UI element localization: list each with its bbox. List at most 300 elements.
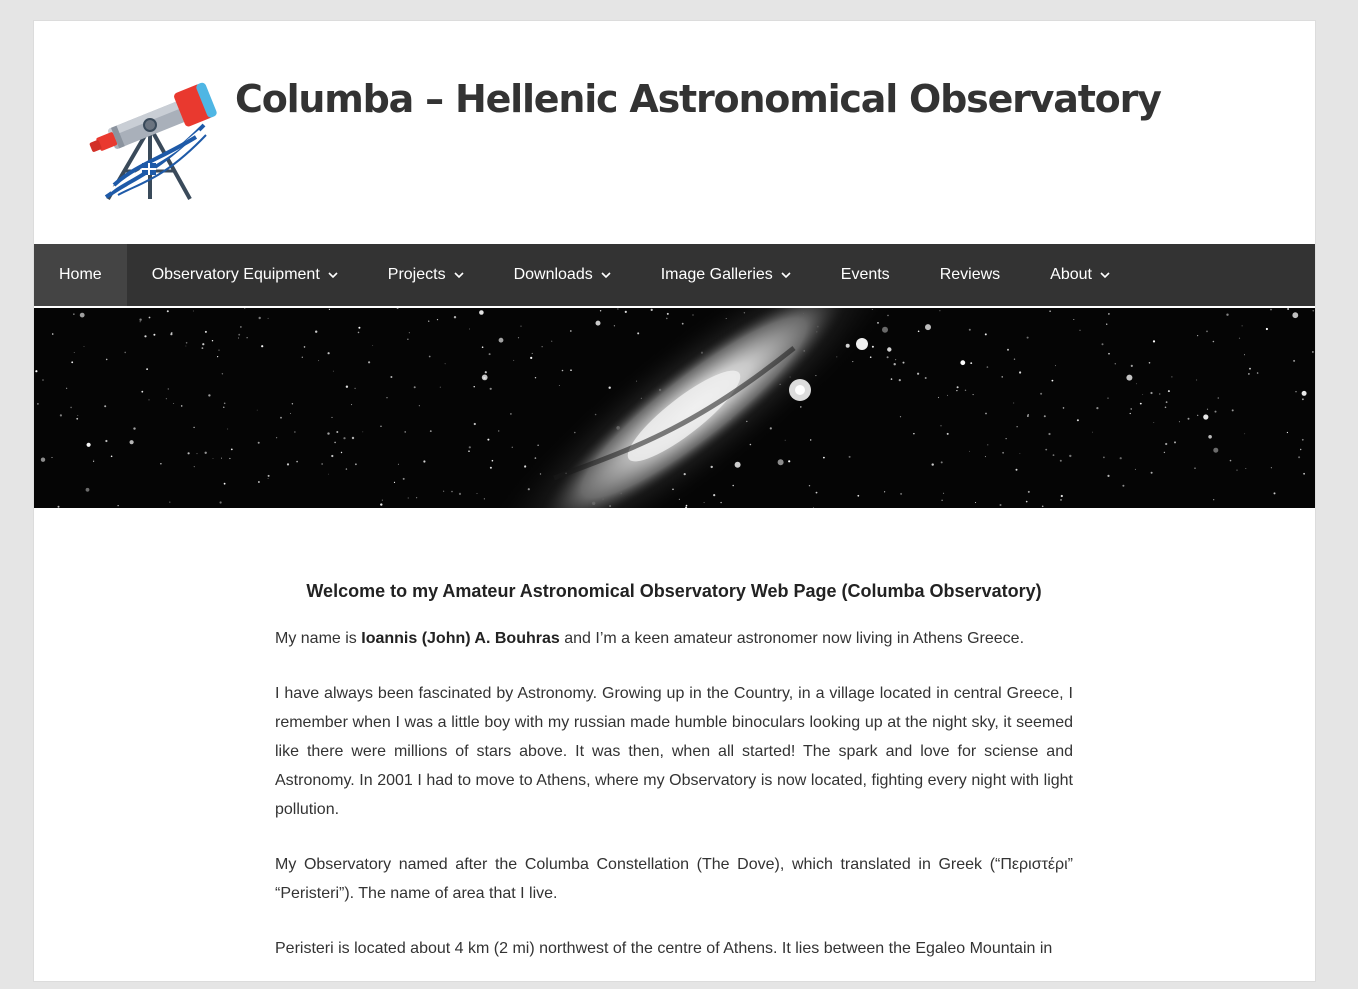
star — [41, 458, 45, 462]
star — [1017, 426, 1018, 427]
star — [870, 356, 872, 358]
star — [168, 388, 169, 389]
star — [258, 442, 260, 444]
star — [941, 500, 942, 501]
star — [1055, 365, 1056, 366]
star — [219, 350, 220, 351]
star — [133, 427, 135, 429]
star — [73, 314, 74, 315]
star — [1000, 504, 1002, 506]
star — [149, 317, 151, 319]
star — [872, 346, 874, 348]
star — [617, 308, 618, 309]
star — [1106, 324, 1107, 325]
star — [205, 452, 207, 454]
star — [74, 352, 75, 353]
star — [414, 386, 416, 388]
star — [105, 440, 107, 442]
star — [160, 463, 161, 464]
star — [484, 498, 485, 499]
star — [304, 346, 306, 348]
main-navigation — [34, 244, 1315, 306]
star — [276, 437, 277, 438]
star — [181, 405, 183, 407]
star — [52, 457, 53, 458]
star — [625, 311, 627, 313]
nav-item-reviews[interactable] — [915, 244, 1025, 306]
star — [570, 330, 572, 332]
star — [1218, 397, 1220, 399]
star — [499, 338, 504, 343]
star — [474, 423, 476, 425]
star — [666, 318, 668, 320]
star — [408, 498, 409, 499]
star — [925, 324, 931, 330]
star — [443, 491, 444, 492]
star — [693, 315, 694, 316]
star — [512, 447, 513, 448]
star — [294, 431, 295, 432]
star — [231, 449, 233, 451]
star — [1049, 311, 1050, 312]
star — [217, 356, 218, 357]
star — [1236, 470, 1237, 471]
star — [1045, 449, 1047, 451]
star — [1266, 328, 1268, 330]
star — [1164, 452, 1165, 453]
star — [290, 413, 291, 414]
star — [1151, 472, 1153, 474]
star — [1027, 415, 1029, 417]
star — [268, 475, 270, 477]
star — [965, 390, 966, 391]
star — [513, 360, 514, 361]
star — [268, 318, 269, 319]
star — [1179, 421, 1180, 422]
star — [398, 464, 399, 465]
star — [382, 500, 383, 501]
nav-item-events[interactable] — [816, 244, 915, 306]
star — [268, 478, 269, 479]
star — [1197, 335, 1198, 336]
star — [969, 451, 970, 452]
nav-item-label: Reviews — [939, 266, 1001, 283]
star — [913, 433, 914, 434]
star — [1061, 495, 1063, 497]
star — [947, 433, 949, 435]
star — [1020, 453, 1021, 454]
star — [1044, 415, 1046, 417]
star — [394, 482, 395, 483]
star — [71, 361, 73, 363]
star — [1153, 340, 1155, 342]
star — [223, 407, 224, 408]
star — [302, 357, 303, 358]
star — [1142, 394, 1143, 395]
star — [1131, 408, 1132, 409]
star — [1248, 373, 1250, 375]
star — [1295, 391, 1296, 392]
star — [58, 506, 60, 508]
star — [559, 385, 560, 386]
star — [1016, 469, 1018, 471]
star — [1171, 376, 1172, 377]
nav-item-label: About — [1050, 266, 1092, 283]
star — [257, 410, 258, 411]
star — [202, 347, 204, 349]
star — [37, 403, 39, 405]
star — [882, 327, 888, 333]
star — [205, 331, 207, 333]
star — [939, 310, 940, 311]
star — [518, 337, 519, 338]
star — [188, 452, 190, 454]
star — [1292, 312, 1298, 318]
star — [899, 379, 901, 381]
star — [1107, 475, 1109, 477]
star — [1213, 448, 1218, 453]
site-header — [34, 21, 1315, 244]
star — [895, 359, 896, 360]
star — [943, 493, 944, 494]
star — [1007, 349, 1009, 351]
star — [469, 329, 470, 330]
star — [238, 337, 239, 338]
star — [477, 493, 478, 494]
star — [1027, 337, 1029, 339]
star — [341, 452, 342, 453]
star — [80, 313, 85, 318]
nav-item-home[interactable] — [34, 244, 127, 306]
star — [813, 507, 814, 508]
star — [354, 388, 355, 389]
star — [1092, 432, 1093, 433]
star — [1215, 411, 1217, 413]
star — [328, 352, 330, 354]
star — [810, 439, 811, 440]
star — [153, 334, 155, 336]
star — [975, 502, 976, 503]
star — [372, 345, 373, 346]
star — [140, 321, 141, 322]
star — [1014, 359, 1015, 360]
star — [280, 417, 282, 419]
star — [118, 505, 119, 506]
star — [221, 458, 222, 459]
star — [1140, 403, 1142, 405]
star — [479, 310, 484, 315]
star — [333, 371, 334, 372]
star — [468, 450, 470, 452]
star — [938, 397, 939, 398]
star — [1166, 401, 1168, 403]
star — [346, 386, 348, 388]
history-paragraph: I have always been fascinated by Astronomy. Growing up in the Country, in a village located in central Greece, I remember when I was a little boy with my russian made humble binoculars looking up at the night sky, it seemed like there were millions of stars above. It was then, when all started! The spark and love for sciense and Astronomy. In 2001 I had to move to Athens, where my Observatory is now located, fighting every night with light pollution. — [275, 685, 1073, 818]
star — [482, 375, 488, 381]
nav-item-downloads[interactable] — [489, 244, 636, 306]
chevron-down-icon — [328, 270, 338, 280]
star — [186, 342, 188, 344]
star — [887, 347, 891, 351]
star — [318, 360, 319, 361]
star — [1052, 380, 1054, 382]
star — [498, 430, 499, 431]
star — [985, 333, 987, 335]
star — [957, 386, 959, 388]
star — [960, 360, 965, 365]
text-span: My name is — [275, 630, 362, 647]
star — [1232, 409, 1234, 411]
star — [407, 339, 408, 340]
star — [1120, 457, 1122, 459]
star — [1063, 407, 1065, 409]
star — [141, 391, 143, 393]
star — [1006, 438, 1007, 439]
star — [600, 310, 601, 311]
star — [1102, 343, 1104, 345]
star — [1042, 506, 1044, 508]
star — [903, 362, 905, 364]
star — [87, 443, 91, 447]
star — [1060, 499, 1062, 501]
star — [788, 460, 790, 462]
star — [682, 323, 684, 325]
star — [334, 442, 336, 444]
star — [1203, 414, 1208, 419]
star — [1302, 439, 1304, 441]
star — [416, 497, 417, 498]
chevron-down-icon — [781, 270, 791, 280]
star — [146, 368, 148, 370]
star — [70, 407, 72, 409]
star — [1048, 433, 1050, 435]
star — [1249, 368, 1251, 370]
star — [1150, 392, 1152, 394]
star — [1287, 432, 1288, 433]
telescope-greek-flag-icon[interactable] — [84, 67, 220, 203]
star — [259, 317, 261, 319]
star — [778, 459, 784, 465]
star — [474, 386, 475, 387]
star — [1188, 418, 1190, 420]
star — [451, 491, 453, 493]
star — [637, 332, 639, 334]
star — [985, 413, 987, 415]
star — [809, 485, 810, 486]
star — [386, 397, 387, 398]
star — [1244, 354, 1245, 355]
star — [551, 341, 552, 342]
star — [1270, 309, 1272, 311]
main-content — [275, 581, 1073, 989]
star — [490, 388, 492, 390]
star — [104, 405, 106, 407]
star — [538, 445, 539, 446]
star — [84, 346, 85, 347]
star — [144, 335, 146, 337]
star — [542, 346, 543, 347]
star — [1108, 313, 1110, 315]
star — [93, 461, 94, 462]
star — [287, 463, 289, 465]
nav-item-about[interactable] — [1025, 244, 1135, 306]
star — [336, 431, 338, 433]
star — [1303, 473, 1305, 475]
star — [409, 332, 410, 333]
star — [887, 356, 889, 358]
star — [1077, 419, 1079, 421]
star — [445, 363, 446, 364]
star — [1073, 319, 1074, 320]
star — [816, 492, 818, 494]
star — [261, 345, 263, 347]
star — [985, 456, 986, 457]
star — [1287, 308, 1289, 310]
star — [1244, 433, 1245, 434]
star — [535, 377, 536, 378]
nav-item-label: Downloads — [513, 266, 593, 283]
star — [1213, 499, 1214, 500]
star — [651, 309, 653, 311]
star — [437, 319, 438, 320]
star — [329, 309, 330, 310]
star — [973, 394, 974, 395]
star — [1208, 435, 1212, 439]
star — [1107, 398, 1108, 399]
star — [469, 446, 471, 448]
star — [562, 370, 564, 372]
star — [1131, 365, 1133, 367]
nav-item-image-galleries[interactable] — [636, 244, 816, 306]
nav-item-projects[interactable] — [363, 244, 489, 306]
star — [124, 352, 126, 354]
star — [1122, 485, 1124, 487]
chevron-down-icon — [601, 270, 611, 280]
star — [785, 440, 786, 441]
star — [1136, 383, 1137, 384]
star — [894, 363, 896, 365]
star — [1159, 394, 1160, 395]
star — [358, 332, 360, 334]
intro-paragraph — [275, 624, 1073, 653]
star — [1013, 403, 1014, 404]
star — [956, 390, 957, 391]
star — [932, 463, 934, 465]
star — [1040, 393, 1042, 395]
star — [454, 316, 456, 318]
star — [258, 481, 260, 483]
star — [77, 415, 78, 416]
star — [704, 502, 705, 503]
star — [487, 439, 489, 441]
star — [380, 426, 381, 427]
star — [166, 398, 167, 399]
star — [1245, 468, 1246, 469]
star — [1196, 380, 1197, 381]
star — [1019, 371, 1021, 373]
star — [485, 371, 487, 373]
andromeda-galaxy-image — [34, 308, 1315, 508]
star — [1103, 457, 1105, 459]
star — [315, 331, 317, 333]
star — [941, 461, 943, 463]
star — [1174, 441, 1176, 443]
nav-item-label: Home — [59, 266, 102, 283]
chevron-down-icon — [1100, 270, 1110, 280]
star — [884, 491, 885, 492]
star — [208, 394, 210, 396]
star — [229, 458, 230, 459]
star — [186, 346, 187, 347]
star — [130, 440, 134, 444]
star — [823, 457, 825, 459]
star — [900, 416, 901, 417]
star — [686, 505, 688, 507]
star — [1069, 455, 1071, 457]
star — [713, 494, 715, 496]
star — [1115, 363, 1116, 364]
star — [492, 460, 494, 462]
author-name: Ioannis (John) A. Bouhras — [361, 630, 560, 647]
star — [368, 361, 370, 363]
observatory-name-paragraph: My Observatory named after the Columba Constellation (The Dove), which translated in Greek (“Περιστέρι” “Peristeri”). The name of area that I live. — [275, 856, 1073, 902]
star — [60, 414, 62, 416]
star — [171, 332, 173, 334]
star — [390, 376, 392, 378]
star — [1230, 460, 1232, 462]
star — [1028, 491, 1030, 493]
star — [925, 377, 927, 379]
site-title[interactable]: Columba – Hellenic Astronomical Observatory — [235, 77, 1161, 121]
star — [720, 502, 721, 503]
star — [987, 366, 989, 368]
star — [343, 437, 345, 439]
star — [1302, 391, 1307, 396]
star — [139, 319, 141, 321]
star — [76, 418, 78, 420]
star — [111, 456, 113, 458]
star — [328, 474, 329, 475]
star — [1194, 467, 1196, 469]
star — [917, 373, 919, 375]
star — [900, 493, 902, 495]
star — [106, 359, 108, 361]
star — [193, 311, 194, 312]
star — [530, 357, 532, 359]
welcome-heading: Welcome to my Amateur Astronomical Observatory Web Page (Columba Observatory) — [306, 581, 1042, 601]
star — [167, 310, 169, 312]
star — [1168, 390, 1170, 392]
star — [987, 444, 988, 445]
star — [532, 353, 533, 354]
star — [667, 313, 669, 315]
nav-item-observatory-equipment[interactable] — [127, 244, 363, 306]
star — [202, 343, 204, 345]
star — [596, 321, 601, 326]
star — [1053, 454, 1055, 456]
star — [247, 337, 248, 338]
star — [194, 466, 195, 467]
nav-item-label: Observatory Equipment — [151, 266, 320, 283]
star — [732, 485, 734, 487]
star — [1257, 372, 1259, 374]
star — [224, 403, 226, 405]
star — [193, 427, 194, 428]
star — [1026, 501, 1028, 503]
star — [1108, 353, 1110, 355]
star — [169, 502, 170, 503]
star — [614, 325, 615, 326]
